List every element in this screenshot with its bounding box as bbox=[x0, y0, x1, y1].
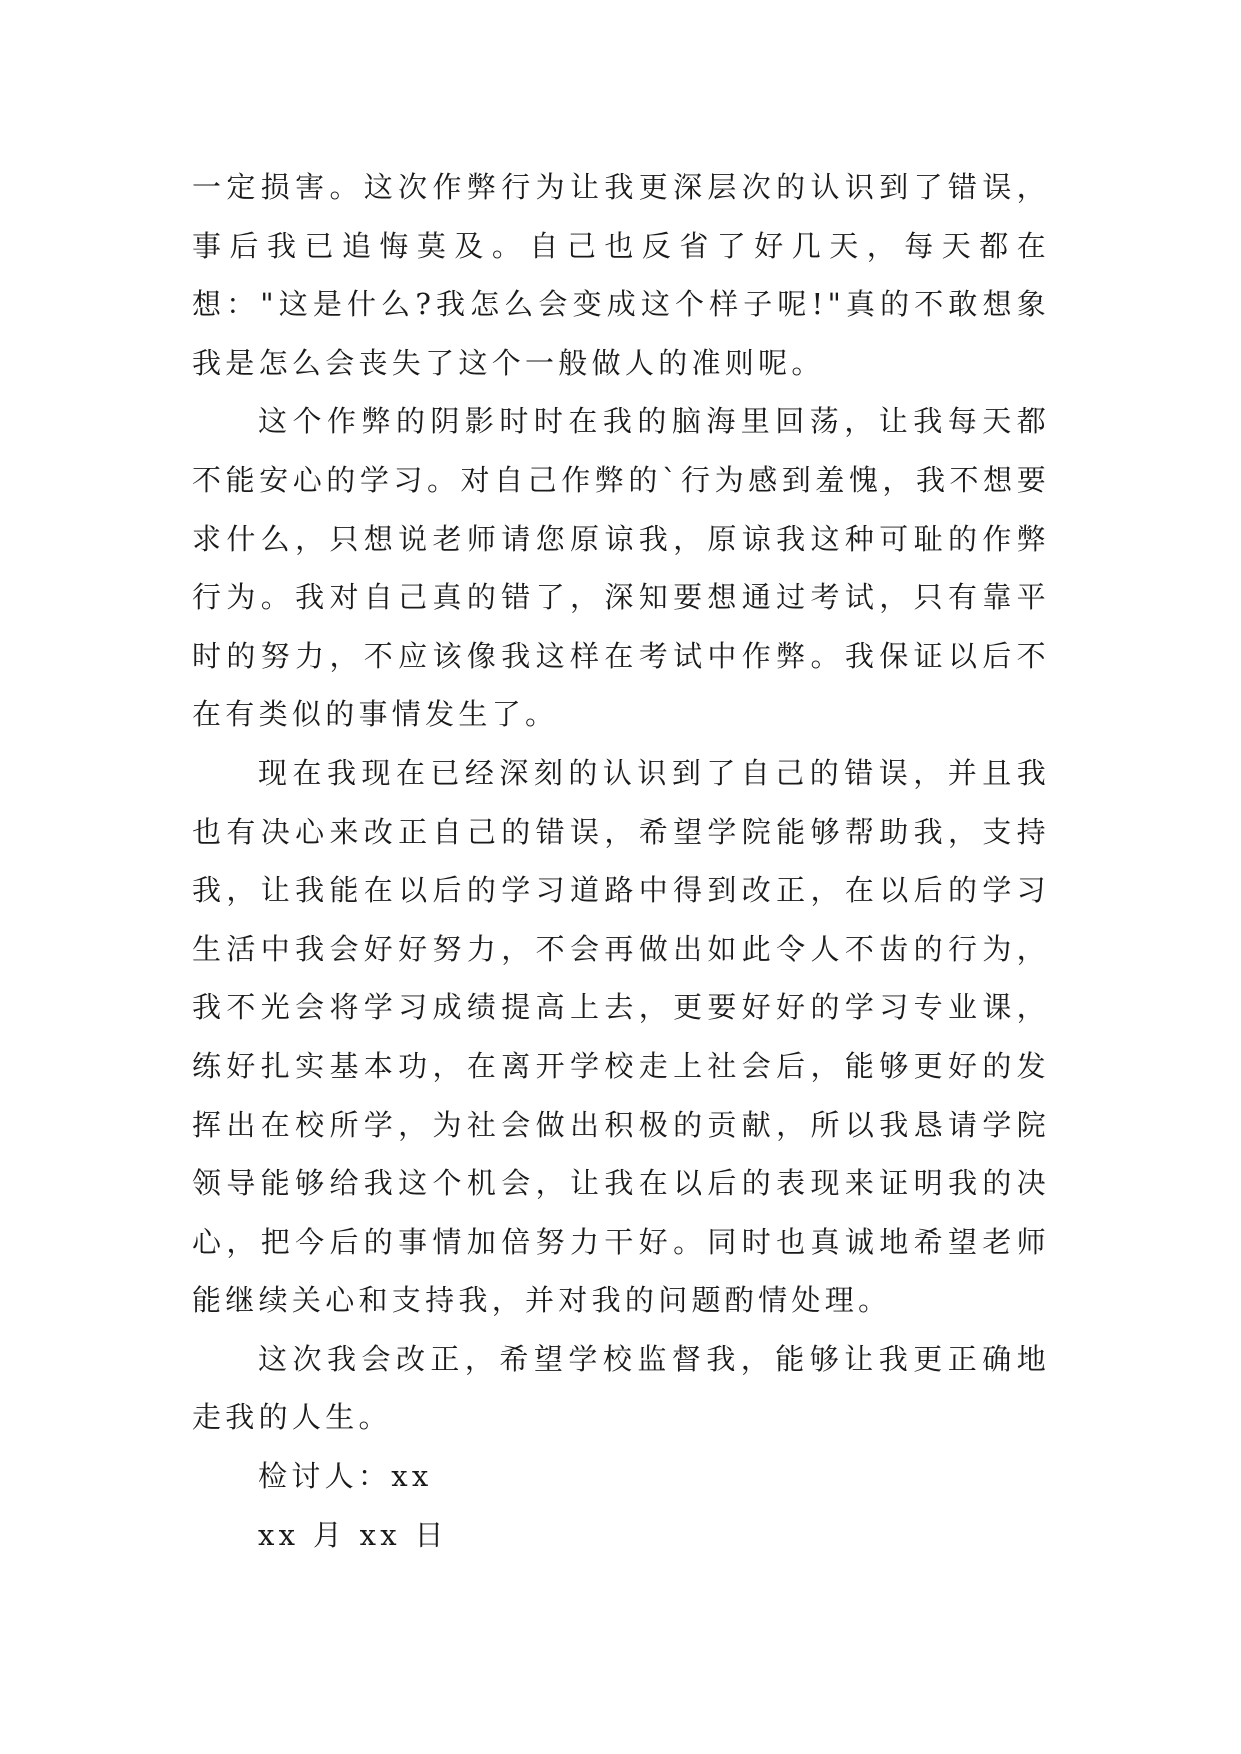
signature-author: 检讨人：xx bbox=[258, 1459, 433, 1494]
document-body bbox=[192, 158, 1050, 1564]
paragraph-1: 一定损害。这次作弊行为让我更深层次的认识到了错误，事后我已追悔莫及。自己也反省了好几天，每天都在想："这是什么?我怎么会变成这个样子呢!"真的不敢想象我是怎么会丧失了这个一般做人的准则呢。 bbox=[192, 170, 1050, 380]
paragraph-2: 这个作弊的阴影时时在我的脑海里回荡，让我每天都不能安心的学习。对自己作弊的`行为感到羞愧，我不想要求什么，只想说老师请您原谅我，原谅我这种可耻的作弊行为。我对自己真的错了，深知要想通过考试，只有靠平时的努力，不应该像我这样在考试中作弊。我保证以后不在有类似的事情发生了。 bbox=[192, 404, 1050, 732]
signature-date: xx 月 xx 日 bbox=[258, 1517, 448, 1552]
paragraph-3: 现在我现在已经深刻的认识到了自己的错误，并且我也有决心来改正自己的错误，希望学院能够帮助我，支持我，让我能在以后的学习道路中得到改正，在以后的学习生活中我会好好努力，不会再做出如此令人不齿的行为，我不光会将学习成绩提高上去，更要好好的学习专业课，练好扎实基本功，在离开学校走上社会后，能够更好的发挥出在校所学，为社会做出积极的贡献，所以我恳请学院领导能够给我这个机会，让我在以后的表现来证明我的决心，把今后的事情加倍努力干好。同时也真诚地希望老师能继续关心和支持我，并对我的问题酌情处理。 bbox=[192, 755, 1050, 1318]
paragraph-4: 这次我会改正，希望学校监督我，能够让我更正确地走我的人生。 bbox=[192, 1341, 1050, 1435]
